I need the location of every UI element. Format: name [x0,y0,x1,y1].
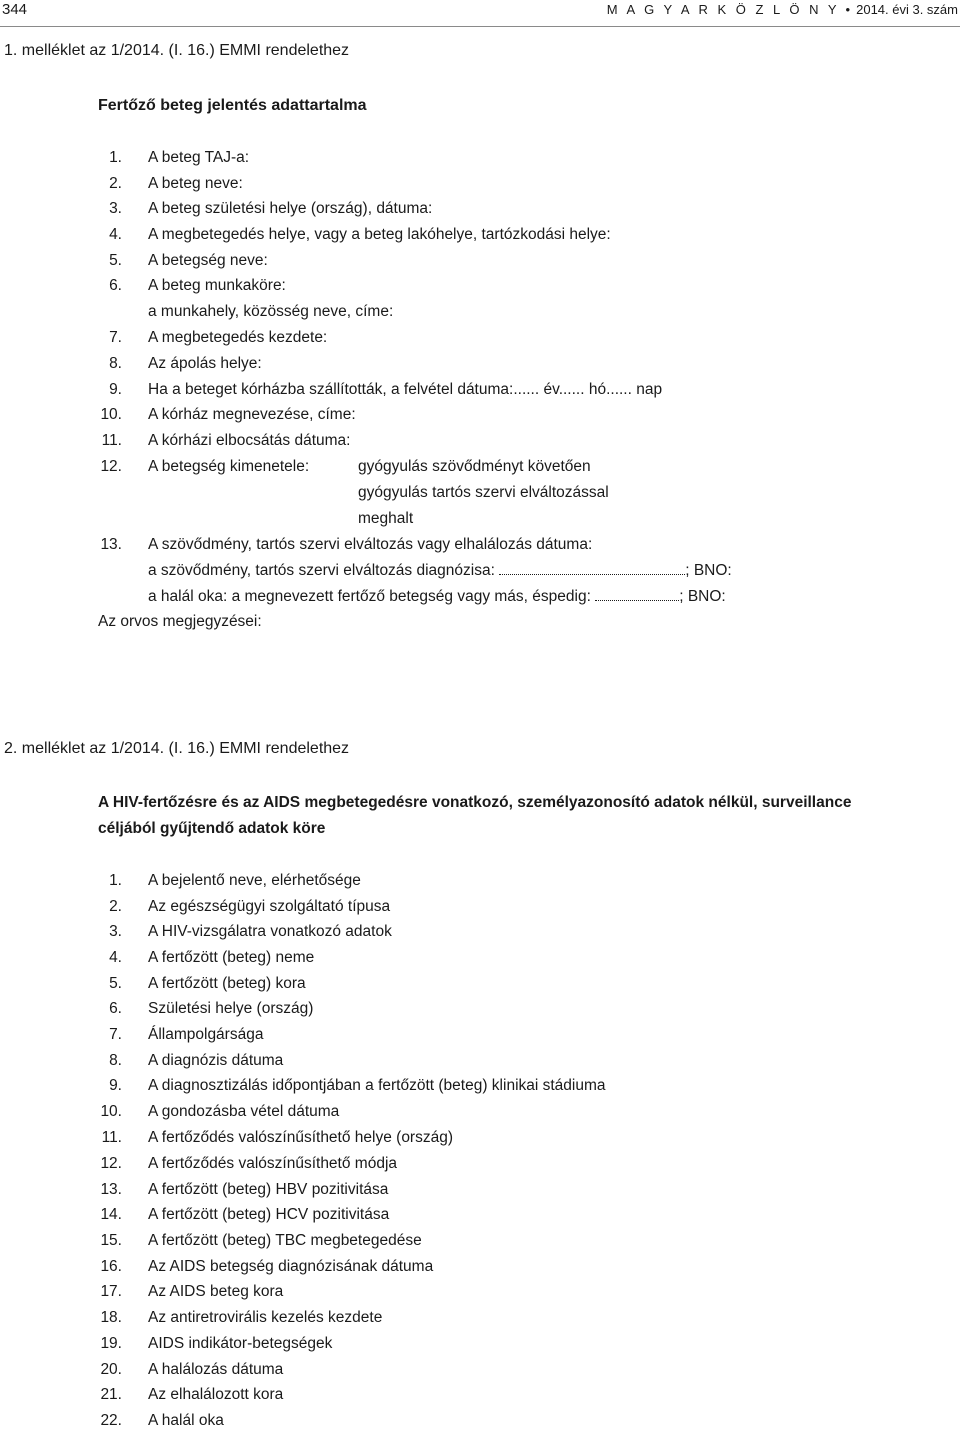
page-header [0,0,960,27]
doctor-remarks-label: Az orvos megjegyzései: [98,613,262,630]
outcome-option: gyógyulás szövődményt követően [358,458,591,475]
page-number: 344 [2,1,28,18]
death-cause-blank [595,586,679,601]
death-cause-line: a halál oka: a megnevezett fertőző betegség vagy más, éspedig: ; BNO: [148,588,726,605]
journal-name: M A G Y A R K Ö Z L Ö N Y [606,2,840,17]
annex-2-title: 2. melléklet az 1/2014. (I. 16.) EMMI rendelethez [4,740,350,757]
diagnosis-line: a szövődmény, tartós szervi elváltozás diagnózisa: ; BNO: [148,562,732,579]
journal-header [607,2,958,17]
annex-1-heading: Fertőző beteg jelentés adattartalma [98,97,367,114]
diagnosis-blank [499,560,685,575]
outcome-option: gyógyulás tartós szervi elváltozással [358,484,609,501]
annex-1-title: 1. melléklet az 1/2014. (I. 16.) EMMI rendelethez [4,42,350,59]
issue-label: 2014. évi 3. szám [856,2,958,17]
header-bullet: • [845,2,851,17]
annex-2-heading: A HIV-fertőzésre és az AIDS megbetegedésre vonatkozó, személyazonosító adatok nélkül, surveillance céljából gyűjtendő adatok köre [98,794,852,837]
outcome-option: meghalt [358,510,414,527]
